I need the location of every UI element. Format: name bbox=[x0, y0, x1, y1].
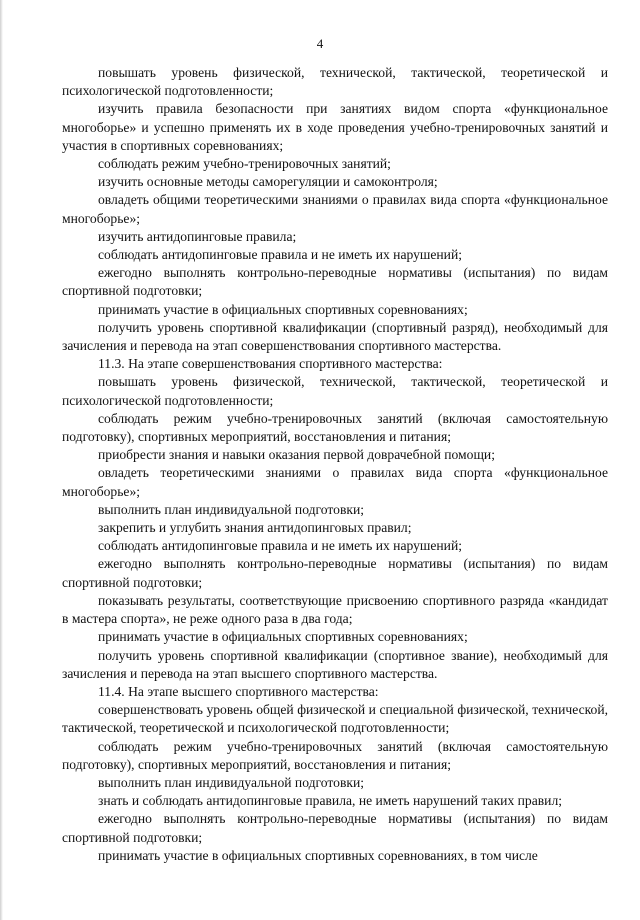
paragraph: знать и соблюдать антидопинговые правила, не иметь нарушений таких правил; bbox=[98, 793, 562, 809]
paragraph: показывать результаты, соответствующие присвоению спортивного разряда «кандидат в мастера спорта», не реже одного раза в два года; bbox=[62, 592, 608, 627]
paragraph: соблюдать режим учебно-тренировочных занятий (включая самостоятельную подготовку), спортивных мероприятий, восстановления и питания; bbox=[62, 410, 608, 445]
paragraph: ежегодно выполнять контрольно-переводные нормативы (испытания) по видам спортивной подготовки; bbox=[62, 556, 608, 590]
paragraph: изучить антидопинговые правила; bbox=[98, 228, 297, 244]
paragraph: овладеть теоретическими знаниями о правилах вида спорта «функциональное многоборье»; bbox=[62, 465, 608, 499]
paragraph: принимать участие в официальных спортивных соревнованиях, в том числе bbox=[98, 847, 538, 863]
paragraph: принимать участие в официальных спортивных соревнованиях; bbox=[98, 629, 468, 645]
page-number: 4 bbox=[316, 36, 324, 51]
paragraph: приобрести знания и навыки оказания первой доврачебной помощи; bbox=[98, 447, 495, 463]
paragraph: принимать участие в официальных спортивных соревнованиях; bbox=[98, 301, 468, 317]
paragraph: соблюдать антидопинговые правила и не иметь их нарушений; bbox=[98, 538, 463, 554]
paragraph: изучить правила безопасности при занятиях видом спорта «функциональное многоборье» и успешно применять их в ходе проведения учебно-тренировочных занятий и участия в спортивных соревнованиях; bbox=[62, 101, 608, 153]
paragraph: соблюдать режим учебно-тренировочных занятий (включая самостоятельную подготовку), спортивных мероприятий, восстановления и питания; bbox=[62, 738, 608, 772]
section-heading: 11.3. На этапе совершенствования спортивного мастерства: bbox=[98, 356, 443, 372]
paragraph: изучить основные методы саморегуляции и самоконтроля; bbox=[98, 174, 438, 190]
paragraph: соблюдать антидопинговые правила и не иметь их нарушений; bbox=[98, 247, 463, 263]
paragraph: ежегодно выполнять контрольно-переводные нормативы (испытания) по видам спортивной подготовки; bbox=[62, 265, 608, 299]
paragraph: совершенствовать уровень общей физической и специальной физической, технической, тактической, теоретической и психологической подготовленности; bbox=[62, 702, 608, 736]
paragraph: повышать уровень физической, технической, тактической, теоретической и психологической подготовленности; bbox=[62, 65, 608, 99]
section-heading: 11.4. На этапе высшего спортивного мастерства: bbox=[98, 683, 379, 699]
paragraph: закрепить и углубить знания антидопинговых правил; bbox=[98, 520, 412, 536]
paragraph: выполнить план индивидуальной подготовки; bbox=[98, 774, 365, 790]
document-body bbox=[62, 64, 608, 865]
paragraph: повышать уровень физической, технической, тактической, теоретической и психологической подготовленности; bbox=[62, 374, 608, 408]
scan-edge-shadow bbox=[0, 0, 3, 920]
paragraph: ежегодно выполнять контрольно-переводные нормативы (испытания) по видам спортивной подготовки; bbox=[62, 811, 608, 845]
paragraph: соблюдать режим учебно-тренировочных занятий; bbox=[98, 156, 391, 172]
paragraph: овладеть общими теоретическими знаниями о правилах вида спорта «функциональное многоборье»; bbox=[62, 192, 608, 226]
paragraph: получить уровень спортивной квалификации (спортивный разряд), необходимый для зачисления и перевода на этап совершенствования спортивного мастерства. bbox=[62, 319, 608, 354]
paragraph: получить уровень спортивной квалификации (спортивное звание), необходимый для зачисления и перевода на этап высшего спортивного мастерства. bbox=[62, 647, 608, 681]
paragraph: выполнить план индивидуальной подготовки; bbox=[98, 501, 365, 517]
